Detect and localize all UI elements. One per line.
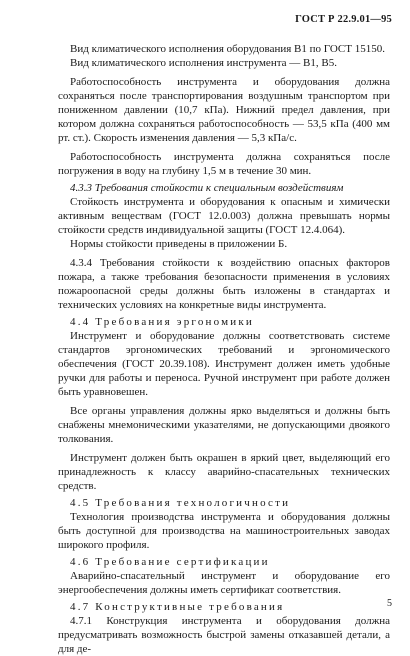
section-heading-4-3-3: 4.3.3 Требования стойкости к специальным воздействиям — [70, 182, 344, 194]
paragraph: Аварийно-спасательный инструмент и оборудование его энергообеспечения должны иметь сертификат соответствия. — [58, 570, 390, 596]
paragraph: Работоспособность инструмента должна сохраняться после погружения в воду на глубину 1,5 м в течение 30 мин. — [58, 151, 390, 177]
paragraph: Все органы управления должны ярко выделяться и должны быть снабжены мнемоническими указателями, не допускающими двоякого толкования. — [58, 405, 390, 445]
paragraph: Вид климатического исполнения оборудования В1 по ГОСТ 15150. — [70, 43, 385, 55]
section-heading-4-4: 4.4 Требования эргономики — [70, 316, 255, 328]
paragraph: Технология производства инструмента и оборудования должны быть доступной для производства на машиностроительных заводах широкого профиля. — [58, 511, 390, 551]
section-heading-4-7: 4.7 Конструктивные требования — [70, 601, 285, 613]
section-heading-4-5: 4.5 Требования технологичности — [70, 497, 291, 509]
page-number: 5 — [387, 598, 392, 609]
document-body — [58, 42, 390, 656]
paragraph: Нормы стойкости приведены в приложении Б. — [70, 238, 288, 250]
paragraph: 4.3.4 Требования стойкости к воздействию опасных факторов пожара, а также требования безопасности применения в условиях пожароопасной среды должны быть изложены в стандартах и технических условиях на конкретные виды инструмента. — [58, 257, 390, 311]
standard-header: ГОСТ Р 22.9.01—95 — [295, 14, 392, 25]
paragraph: 4.7.1 Конструкция инструмента и оборудования должна предусматривать возможность быстрой замены отказавшей детали, а для де- — [58, 615, 390, 655]
paragraph: Инструмент должен быть окрашен в яркий цвет, выделяющий его принадлежность к классу аварийно-спасательных технических средств. — [58, 452, 390, 492]
paragraph: Инструмент и оборудование должны соответствовать системе стандартов эргономических требований и эргономического обеспечения (ГОСТ 20.39.108). Инструмент должен иметь удобные ручки для работы и переноса. Ручной инструмент при работе должен быть уравновешен. — [58, 330, 390, 398]
paragraph: Работоспособность инструмента и оборудования должна сохраняться после транспортирования воздушным транспортом при пониженном давлении (10,7 кПа). Нижний предел давления, при котором должна сохраняться работоспособность — 53,5 кПа (400 мм рт. ст.). Скорость изменения давления — 5,3 кПа/с. — [58, 76, 390, 144]
paragraph: Стойкость инструмента и оборудования к опасным и химически активным веществам (ГОСТ 12.0.003) должна превышать нормы стойкости средств индивидуальной защиты (ГОСТ 12.4.064). — [58, 196, 390, 236]
section-heading-4-6: 4.6 Требование сертификации — [70, 556, 270, 568]
paragraph: Вид климатического исполнения инструмента — В1, В5. — [70, 57, 337, 69]
